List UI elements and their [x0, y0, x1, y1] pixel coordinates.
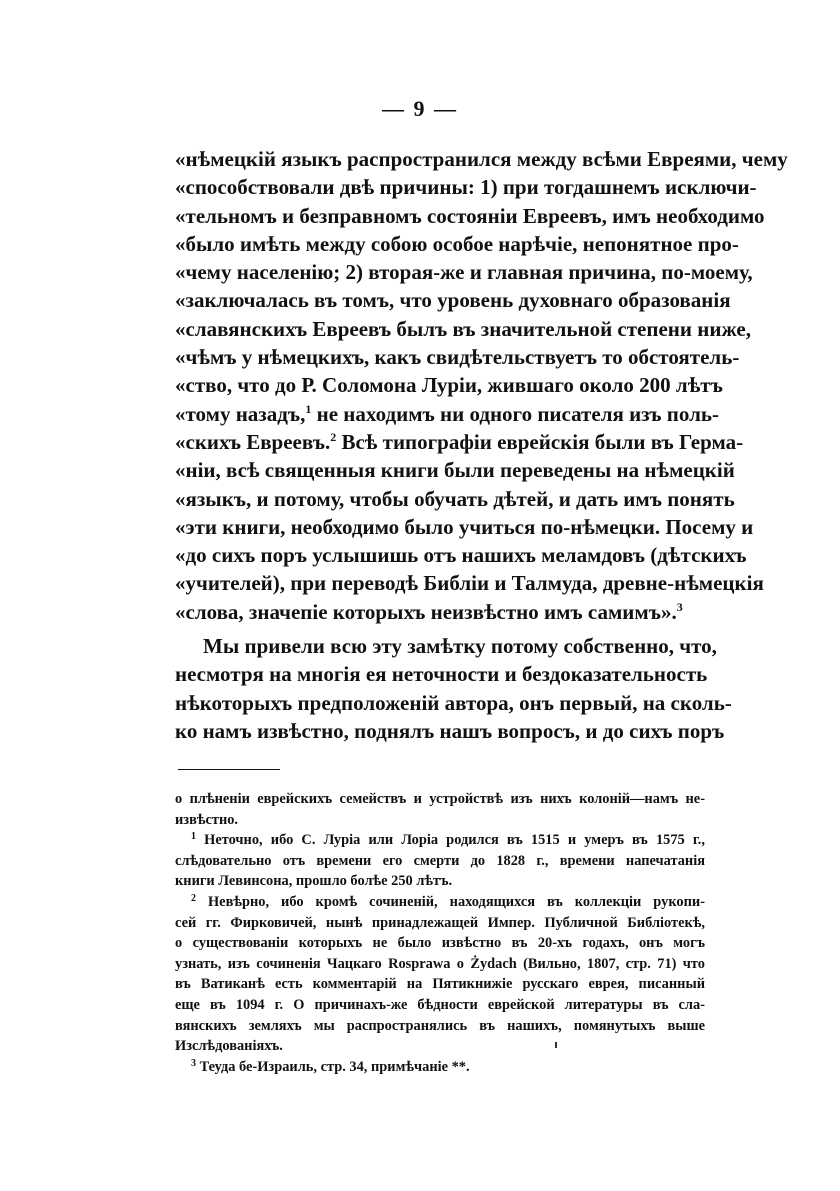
text-line: «ство, что до Р. Соломона Луріи, жившаго около 200 лѣтъ [175, 373, 723, 398]
text-line: «тельномъ и безправномъ состояніи Евреевъ, имъ необходимо [175, 203, 765, 228]
footnote-continuation-line: о плѣненіи еврейскихъ семействъ и устройствѣ изъ нихъ колоній—намъ не- [175, 791, 705, 807]
line-rest: Всѣ типографіи еврейскія были въ Герма- [336, 429, 744, 454]
text-line: «эти книги, необходимо было учиться по-нѣмецки. Посему и [175, 514, 754, 539]
footnote-3-line: $^3$ Теуда бе-Израиль, стр. 34, примѣчаніе **. [191, 1057, 470, 1075]
footnote-1-line: книги Левинсона, прошло болѣе 250 лѣтъ. [175, 873, 453, 890]
footnote-2-line: въ Ватиканѣ есть комментарій на Пятикнижіе русскаго еврея, писанный [175, 976, 705, 993]
text-line: «учителей), при переводѣ Библіи и Талмуда, древне-нѣмецкія [175, 571, 764, 596]
text-line: «ніи, всѣ священныя книги были переведены на нѣмецкій [175, 458, 735, 483]
text-line: «славянскихъ Евреевъ былъ въ значительной степени ниже, [175, 316, 751, 341]
footnote-2-line: $^2$ Невѣрно, ибо кромѣ сочиненій, находящихся въ коллекціи рукопи- [191, 892, 705, 910]
footnote-2-line: узнать, изъ сочиненія Чацкаго Rosprawa o Żydach (Вильно, 1807, стр. 71) что [175, 955, 705, 972]
text-line: «было имѣть между собою особое нарѣчіе, непонятное про- [175, 231, 739, 256]
text-line-with-footnote-ref [175, 428, 744, 456]
text-line: «заключалась въ томъ, что уровень духовнаго образованія [175, 288, 731, 313]
line-start: «слова, значепіе которыхъ неизвѣстно имъ самимъ». [175, 599, 677, 624]
footnote-2-line: Изслѣдованіяхъ. [175, 1038, 283, 1055]
footnote-2-line: сей гг. Фирковичей, нынѣ принадлежащей Импер. Публичной Библіотекѣ, [175, 914, 705, 931]
footnote-3-mark: 3 [191, 1057, 196, 1069]
footnote-1-mark: 1 [191, 831, 196, 843]
text-line-with-footnote-ref [175, 598, 705, 626]
line-start: «тому назадъ, [175, 401, 306, 426]
footnote-ref-2[interactable]: 2 [330, 429, 337, 444]
footnote-continuation-line: извѣстно. [175, 811, 239, 828]
footnote-1-line: $^1$ Неточно, ибо С. Луріа или Лоріа родился въ 1515 и умеръ въ 1575 г., [191, 831, 705, 849]
footnote-ref-1[interactable]: 1 [305, 401, 312, 416]
text-line: «чему населенію; 2) вторая-же и главная причина, по-моему, [175, 260, 753, 285]
footnote-2-line: вянскихъ земляхъ мы распространялись въ нашихъ, помянутыхъ выше [175, 1017, 705, 1034]
footnote-2-line: еще въ 1094 г. О причинахъ-же бѣдности еврейской литературы въ сла- [175, 996, 705, 1013]
page-number: — 9 — [382, 96, 458, 121]
text-line: «нѣмецкій языкъ распространился между всѣми Евреями, чему [175, 147, 788, 171]
print-speck [555, 1042, 557, 1048]
footnote-separator [178, 769, 280, 770]
footnote-1-line: слѣдовательно отъ времени его смерти до 1828 г., времени напечатанія [175, 852, 705, 869]
footnote-ref-3[interactable]: 3 [676, 599, 683, 614]
text-line: «чѣмъ у нѣмецкихъ, какъ свидѣтельствуетъ то обстоятель- [175, 345, 740, 370]
text-line: «до сихъ поръ услышишь отъ нашихъ меламдовъ (дѣтскихъ [175, 543, 747, 568]
line-start: «скихъ Евреевъ. [175, 429, 331, 454]
text-line: несмотря на многія ея неточности и бездоказательность [175, 662, 708, 687]
main-text-block [175, 145, 788, 745]
text-line: нѣкоторыхъ предположеній автора, онъ первый, на сколь- [175, 690, 732, 715]
footnote-2-mark: 2 [191, 892, 196, 904]
line-rest: не находимъ ни одного писателя изъ поль- [311, 401, 719, 426]
footnote-2-line: о существованіи которыхъ не было извѣстно въ 20-хъ годахъ, онъ могъ [175, 935, 705, 952]
footnotes-block [175, 789, 705, 1077]
text-line: «способствовали двѣ причины: 1) при тогдашнемъ исключи- [175, 175, 757, 200]
text-line-with-footnote-ref [175, 400, 719, 428]
text-line: ко намъ извѣстно, поднялъ нашъ вопросъ, и до сихъ поръ [175, 718, 725, 743]
paragraph-first-line: Мы привели всю эту замѣтку потому собственно, что, [203, 634, 717, 659]
text-line: «языкъ, и потому, чтобы обучать дѣтей, и дать имъ понять [175, 486, 735, 511]
